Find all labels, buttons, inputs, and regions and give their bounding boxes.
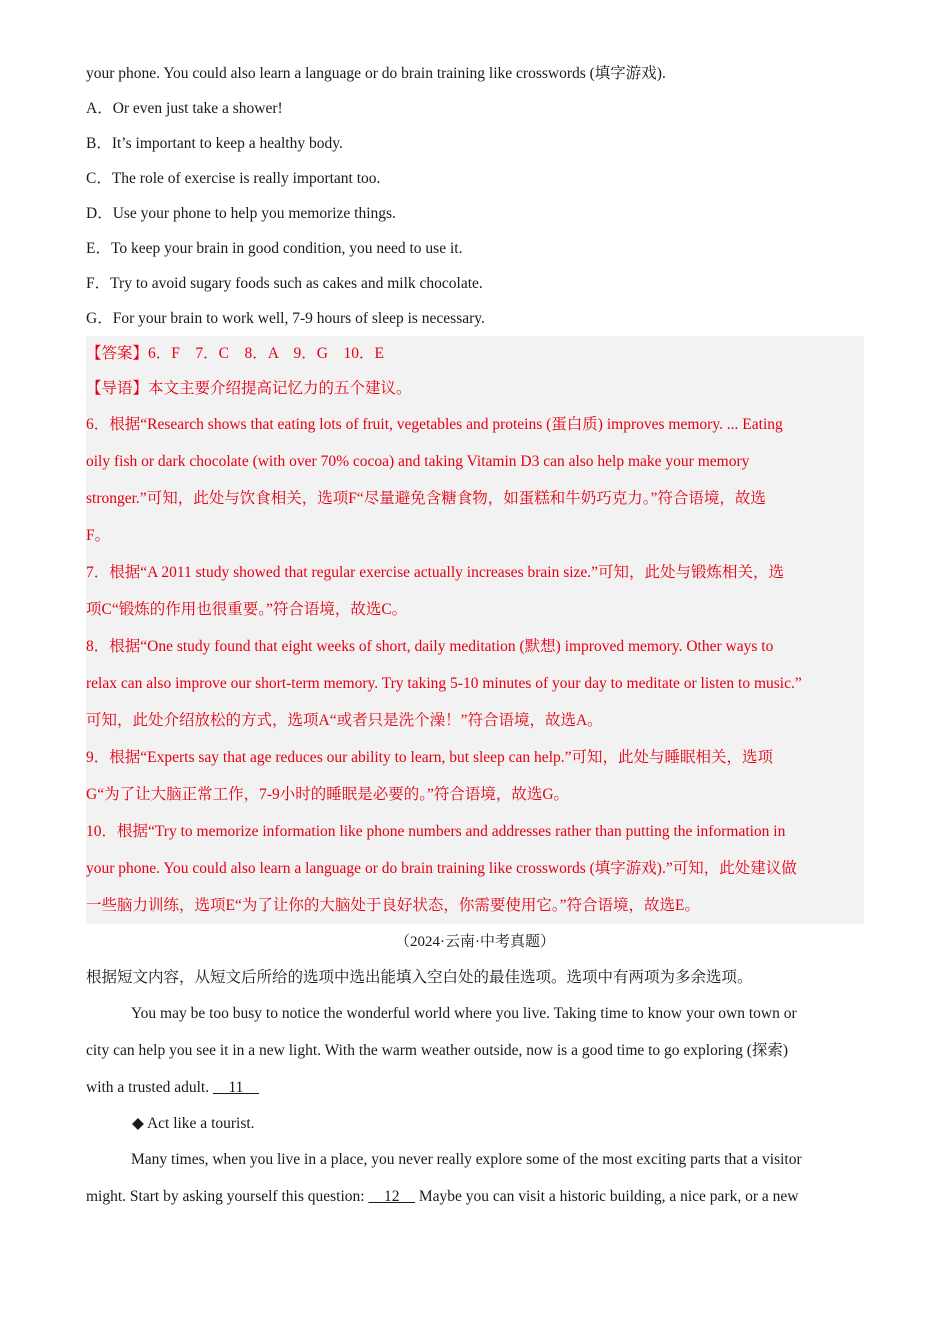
explanation-7	[86, 554, 864, 628]
section-heading: ◆ Act like a tourist.	[132, 1115, 255, 1132]
blank-12: __12__	[368, 1188, 415, 1205]
option-a: A．Or even just take a shower!	[86, 100, 283, 117]
blank-11: __11__	[213, 1079, 259, 1096]
explanation-line: 一些脑力训练，选项E“为了让你的大脑处于良好状态，你需要使用它。”符合语境，故选E。	[86, 897, 700, 914]
explanation-line: your phone. You could also learn a language or do brain training like crosswords (填字游戏).”可知，此处建议做	[86, 860, 797, 877]
source-citation: （2024·云南·中考真题）	[395, 934, 555, 950]
explanation-line: 9．根据“Experts say that age reduces our ability to learn, but sleep can help.”可知，此处与睡眠相关，选项	[86, 749, 774, 766]
instruction-text: 根据短文内容，从短文后所给的选项中选出能填入空白处的最佳选项。选项中有两项为多余选项。	[86, 969, 753, 986]
option-e: E．To keep your brain in good condition, you need to use it.	[86, 240, 463, 257]
explanation-line: 项C“锻炼的作用也很重要。”符合语境，故选C。	[86, 601, 408, 618]
passage-text: with a trusted adult.	[86, 1079, 213, 1096]
passage-line	[86, 1178, 864, 1215]
passage-line	[86, 1069, 864, 1106]
passage-line: city can help you see it in a new light. With the warm weather outside, now is a good time to go exploring (探索)	[86, 1042, 789, 1059]
explanation-line: 可知，此处介绍放松的方式，选项A“或者只是洗个澡！”符合语境，故选A。	[86, 712, 603, 729]
explanation-line: G“为了让大脑正常工作，7-9小时的睡眠是必要的。”符合语境，故选G。	[86, 786, 570, 803]
answer-explanation-box	[86, 336, 864, 924]
explanation-line: 8．根据“One study found that eight weeks of short, daily meditation (默想) improved memory. Other ways to	[86, 638, 774, 655]
option-c: C．The role of exercise is really important too.	[86, 170, 381, 187]
explanation-6	[86, 406, 864, 554]
option-g: G．For your brain to work well, 7-9 hours of sleep is necessary.	[86, 310, 485, 327]
option-b: B．It’s important to keep a healthy body.	[86, 135, 343, 152]
explanation-line: oily fish or dark chocolate (with over 70% cocoa) and taking Vitamin D3 can also help make your memory	[86, 453, 750, 470]
document-page	[86, 56, 864, 1215]
guide-text: 【导语】本文主要介绍提高记忆力的五个建议。	[86, 380, 412, 397]
explanation-line: F。	[86, 527, 111, 544]
explanation-line: 10．根据“Try to memorize information like phone numbers and addresses rather than putting the information in	[86, 823, 786, 840]
passage-text: Maybe you can visit a historic building, a nice park, or a new	[414, 1188, 799, 1205]
passage-line: You may be too busy to notice the wonderful world where you live. Taking time to know your own town or	[131, 1005, 797, 1022]
explanation-10	[86, 813, 864, 924]
option-f: F．Try to avoid sugary foods such as cakes and milk chocolate.	[86, 275, 483, 292]
explanation-line: stronger.”可知，此处与饮食相关，选项F“尽量避免含糖食物，如蛋糕和牛奶巧克力。”符合语境，故选	[86, 490, 766, 507]
option-d: D．Use your phone to help you memorize things.	[86, 205, 396, 222]
passage-paragraph-1	[86, 995, 864, 1106]
explanation-8	[86, 628, 864, 739]
options-list	[86, 91, 864, 336]
continuation-line: your phone. You could also learn a language or do brain training like crosswords (填字游戏).	[86, 65, 666, 82]
passage-line: Many times, when you live in a place, you never really explore some of the most exciting parts that a visitor	[131, 1151, 802, 1168]
passage-paragraph-2	[86, 1141, 864, 1215]
answer-key: 【答案】6．F 7．C 8．A 9．G 10．E	[86, 345, 384, 362]
explanation-line: 6．根据“Research shows that eating lots of fruit, vegetables and proteins (蛋白质) improves memory. ... Eating	[86, 416, 783, 433]
explanation-line: relax can also improve our short-term memory. Try taking 5-10 minutes of your day to meditate or listen to music.”	[86, 675, 802, 692]
explanation-9	[86, 739, 864, 813]
explanation-line: 7．根据“A 2011 study showed that regular exercise actually increases brain size.”可知，此处与锻炼相关，选	[86, 564, 785, 581]
passage-text: might. Start by asking yourself this question:	[86, 1188, 369, 1205]
